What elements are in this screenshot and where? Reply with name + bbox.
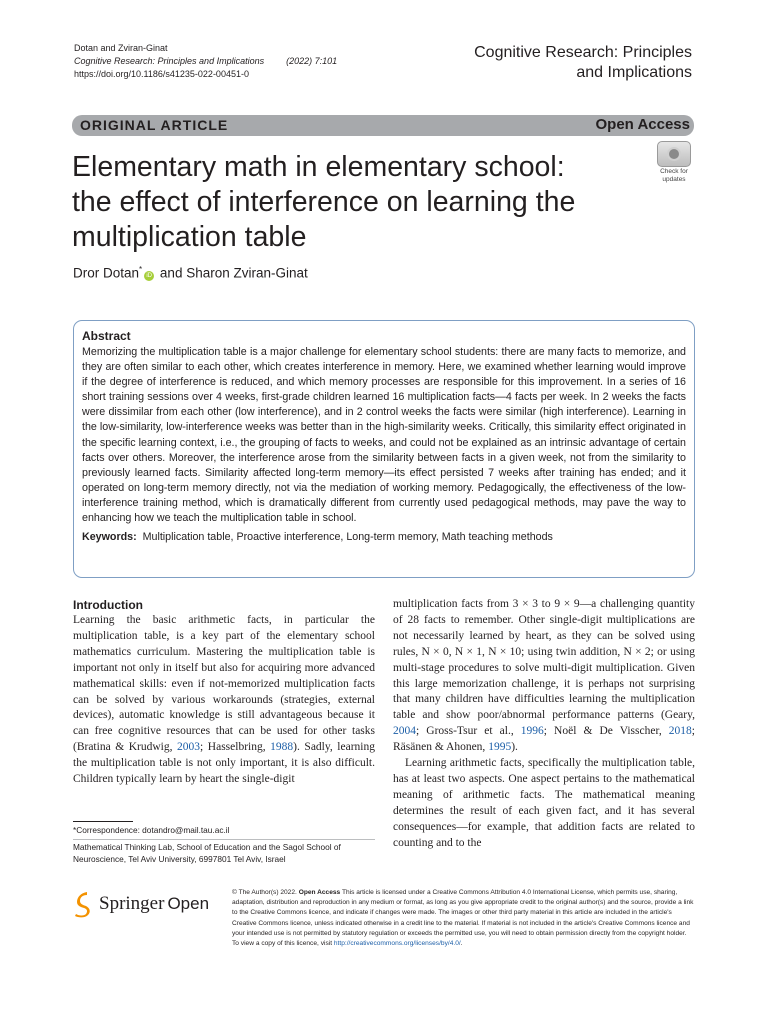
paragraph: Learning the basic arithmetic facts, in particular the multiplication table, is a key part of the elementary school mathematics curriculum. Mastering the multiplication table is important not only in itself but also for acquiring more advanced mathematical skills: even if not-memorized multiplication facts can be solved by various workarounds (strategies, external devices), automatic knowledge is still advantageous because it can free cognitive resources that can be used for other tasks (Bratina & Krudwig, 2003; Hasselbring, 1988). Sadly, learning the multiplication table is not only important, it is also difficult. Children typically learn by heart the single-digit	[73, 614, 375, 786]
footnote-divider	[73, 839, 375, 840]
article-type: ORIGINAL ARTICLE	[80, 117, 229, 133]
intro-left-column	[73, 597, 375, 788]
license-link[interactable]: http://creativecommons.org/licenses/by/4.0/	[333, 940, 461, 948]
citation-link[interactable]: 1996	[520, 725, 544, 738]
abstract-text: Memorizing the multiplication table is a major challenge for elementary school students: there are many facts to memorize, and they are often similar to each other, which creates interference in memory. Here, we examined whether learning would improve if the degree of interference is reduced, and which memory processes are responsible for this improvement. In a series of 16 short training sessions over 4 weeks, first-grade children learned 16 multiplication facts—4 facts per week. In 2 weeks the facts were dissimilar from each other (low interference), and in 2 control weeks the facts were similar (high interference). Learning in the low-similarity, low-interference weeks was better than in the high-similarity weeks. Critically, this similarity effect originated in the specific learning context, i.e., the grouping of facts to weeks, and could not be explained as an intrinsic advantage of certain facts over others. Moreover, the interference arose from the similarity between facts in a given week, not from the similarity to previously learned facts. Similarity affected long-term memory—its effect persisted 7 weeks after training has ended; and it operated on long-term memory directly, not via the mediation of working memory. Pedagogically, the effectiveness of the low-interference training method, which is dramatically different from currently used pedagogical methods, may pave the way to enhancing how we teach the multiplication table in school.	[82, 346, 686, 525]
citation-link[interactable]: 2003	[177, 741, 201, 754]
springer-horse-icon	[73, 890, 93, 918]
journal-name: Cognitive Research: Principles and Implications	[474, 44, 692, 81]
footnote-divider	[73, 821, 133, 822]
header-volume: (2022) 7:101	[286, 56, 338, 66]
open-access-label: Open Access	[595, 116, 690, 133]
header-authors: Dotan and Zviran-Ginat	[74, 43, 168, 53]
running-header	[74, 42, 337, 81]
article-type-banner	[72, 115, 694, 136]
article-title: Elementary math in elementary school: the effect of interference on learning the multiplication table	[72, 151, 576, 253]
springer-open-logo: Springer Open	[73, 889, 223, 919]
header-journal: Cognitive Research: Principles and Implications	[74, 56, 265, 66]
citation-link[interactable]: 2018	[668, 725, 692, 738]
abstract-box	[73, 320, 695, 578]
correspondence-note[interactable]: *Correspondence: dotandro@mail.tau.ac.il	[73, 825, 230, 835]
paragraph: multiplication facts from 3 × 3 to 9 × 9—a challenging quantity of 28 facts to remember. Other single-digit multiplications are not necessarily learned by heart, as they can be solved using rules, N × 0, N × 1, N × 10; using twin addition, N × 2; or using multi-stage procedures to solve multi-digit multiplication. Given this large memorization challenge, it is perhaps not surprising that many children have difficulties learning the multiplication table and show poor/abnormal performance patterns (Geary, 2004; Gross-Tsur et al., 1996; Noël & De Visscher, 2018; Räsänen & Ahonen, 1995).	[393, 598, 695, 754]
abstract-heading: Abstract	[82, 329, 131, 343]
section-heading: Introduction	[73, 598, 143, 612]
author-list: Dror Dotan*iD and Sharon Zviran-Ginat	[73, 265, 308, 281]
keywords: Keywords: Multiplication table, Proactive interference, Long-term memory, Math teaching methods	[82, 531, 553, 544]
paragraph: Learning arithmetic facts, specifically the multiplication table, has at least two aspects. One aspect pertains to the mathematical meaning of arithmetic facts. The mathematical meaning determines the result of each given fact, and it has several consequences—for example, that addition facts are related to counting and to the	[393, 757, 695, 849]
author-name: and Sharon Zviran-Ginat	[159, 265, 308, 281]
intro-right-column	[393, 597, 695, 852]
citation-link[interactable]: 2004	[393, 725, 416, 738]
license-text: © The Author(s) 2022. Open Access This article is licensed under a Creative Commons Attribution 4.0 International License, which permits use, sharing, adaptation, distribution and reproduction in any medium or format, as long as you give appropriate credit to the original author(s) and the source, provide a link to the Creative Commons licence, and indicate if changes were made. The images or other third party material in this article are included in the article's Creative Commons licence, unless indicated otherwise in a credit line to the material. If material is not included in the article's Creative Commons licence and your intended use is not permitted by statutory regulation or exceeds the permitted use, you will need to obtain permission directly from the copyright holder. To view a copy of this licence, visit http://creativecommons.org/licenses/by/4.0/.	[232, 889, 694, 948]
check-for-updates-button[interactable]: Check for updates	[654, 141, 694, 183]
orcid-icon[interactable]: iD	[144, 271, 154, 281]
header-doi[interactable]: https://doi.org/10.1186/s41235-022-00451-0	[74, 69, 249, 79]
citation-link[interactable]: 1995	[488, 741, 512, 754]
check-updates-icon	[657, 141, 691, 167]
citation-link[interactable]: 1988	[270, 741, 294, 754]
author-name[interactable]: Dror Dotan	[73, 265, 140, 281]
affiliation-note: Mathematical Thinking Lab, School of Education and the Sagol School of Neuroscience, Tel Aviv University, 6997801 Tel Aviv, Israel	[73, 842, 341, 864]
